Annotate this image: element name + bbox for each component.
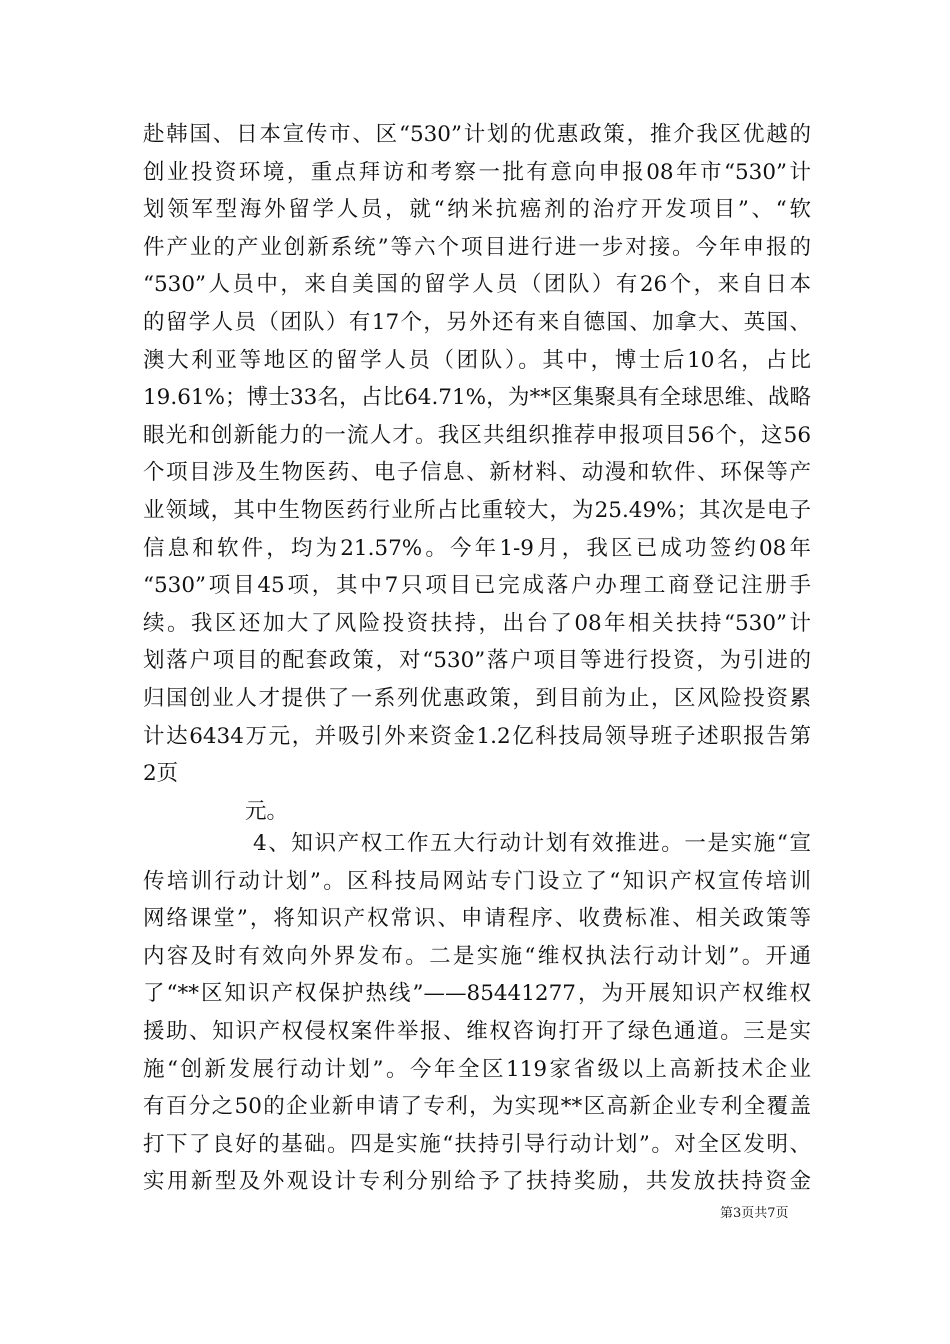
text-line: 了“**区知识产权保护热线”——85441277，为开展知识产权维权 [143, 981, 811, 1007]
text-line: 2页 [143, 761, 179, 787]
paragraph-1 [143, 116, 811, 830]
text-line: 有百分之50的企业新申请了专利，为实现**区高新企业专利全覆盖 [143, 1094, 811, 1120]
text-line: 眼光和创新能力的一流人才。我区共组织推荐申报项目56个，这56 [143, 422, 811, 448]
paragraph-2 [143, 825, 811, 1201]
text-line: 施“创新发展行动计划”。今年全区119家省级以上高新技术企业 [143, 1056, 811, 1082]
text-line: “530”项目45项，其中7只项目已完成落户办理工商登记注册手 [143, 573, 811, 599]
text-line: 赴韩国、日本宣传市、区“530”计划的优惠政策，推介我区优越的 [143, 122, 811, 147]
text-line: 续。我区还加大了风险投资扶持，出台了08年相关扶持“530”计 [143, 610, 811, 636]
text-line: 个项目涉及生物医药、电子信息、新材料、动漫和软件、环保等产 [143, 460, 811, 486]
text-line: 实用新型及外观设计专利分别给予了扶持奖励，共发放扶持资金 [143, 1169, 811, 1195]
text-line: 的留学人员（团队）有17个，另外还有来自德国、加拿大、英国、 [143, 309, 811, 335]
text-line: 信息和软件，均为21.57%。今年1-9月，我区已成功签约08年 [143, 535, 811, 561]
text-line: 内容及时有效向外界发布。二是实施“维权执法行动计划”。开通 [143, 943, 811, 969]
text-line: 传培训行动计划”。区科技局网站专门设立了“知识产权宣传培训 [143, 868, 811, 894]
text-line: 创业投资环境，重点拜访和考察一批有意向申报08年市“530”计 [143, 159, 811, 185]
text-line: 援助、知识产权侵权案件举报、维权咨询打开了绿色通道。三是实 [143, 1018, 811, 1044]
text-line: 19.61%；博士33名，占比64.71%，为**区集聚具有全球思维、战略 [143, 385, 811, 411]
text-line: 计达6434万元，并吸引外来资金1.2亿科技局领导班子述职报告第 [143, 723, 811, 749]
text-line: 网络课堂”，将知识产权常识、申请程序、收费标准、相关政策等 [143, 906, 811, 932]
text-line: 划领军型海外留学人员，就“纳米抗癌剂的治疗开发项目”、“软 [143, 197, 811, 223]
text-line: 4、知识产权工作五大行动计划有效推进。一是实施“宣 [253, 831, 811, 856]
page-number-footer: 第3页共7页 [720, 1206, 789, 1221]
text-line: 澳大利亚等地区的留学人员（团队）。其中，博士后10名，占比 [143, 347, 811, 373]
text-line: 归国创业人才提供了一系列优惠政策，到目前为止，区风险投资累 [143, 685, 811, 711]
text-line: 件产业的产业创新系统”等六个项目进行进一步对接。今年申报的 [143, 234, 811, 260]
text-line: 业领域，其中生物医药行业所占比重较大，为25.49%；其次是电子 [143, 497, 811, 523]
text-line: 打下了良好的基础。四是实施“扶持引导行动计划”。对全区发明、 [143, 1131, 811, 1157]
fragment-line: 元。 [245, 798, 289, 824]
text-line: 划落户项目的配套政策，对“530”落户项目等进行投资，为引进的 [143, 648, 811, 674]
text-line: “530”人员中，来自美国的留学人员（团队）有26个，来自日本 [143, 272, 811, 298]
